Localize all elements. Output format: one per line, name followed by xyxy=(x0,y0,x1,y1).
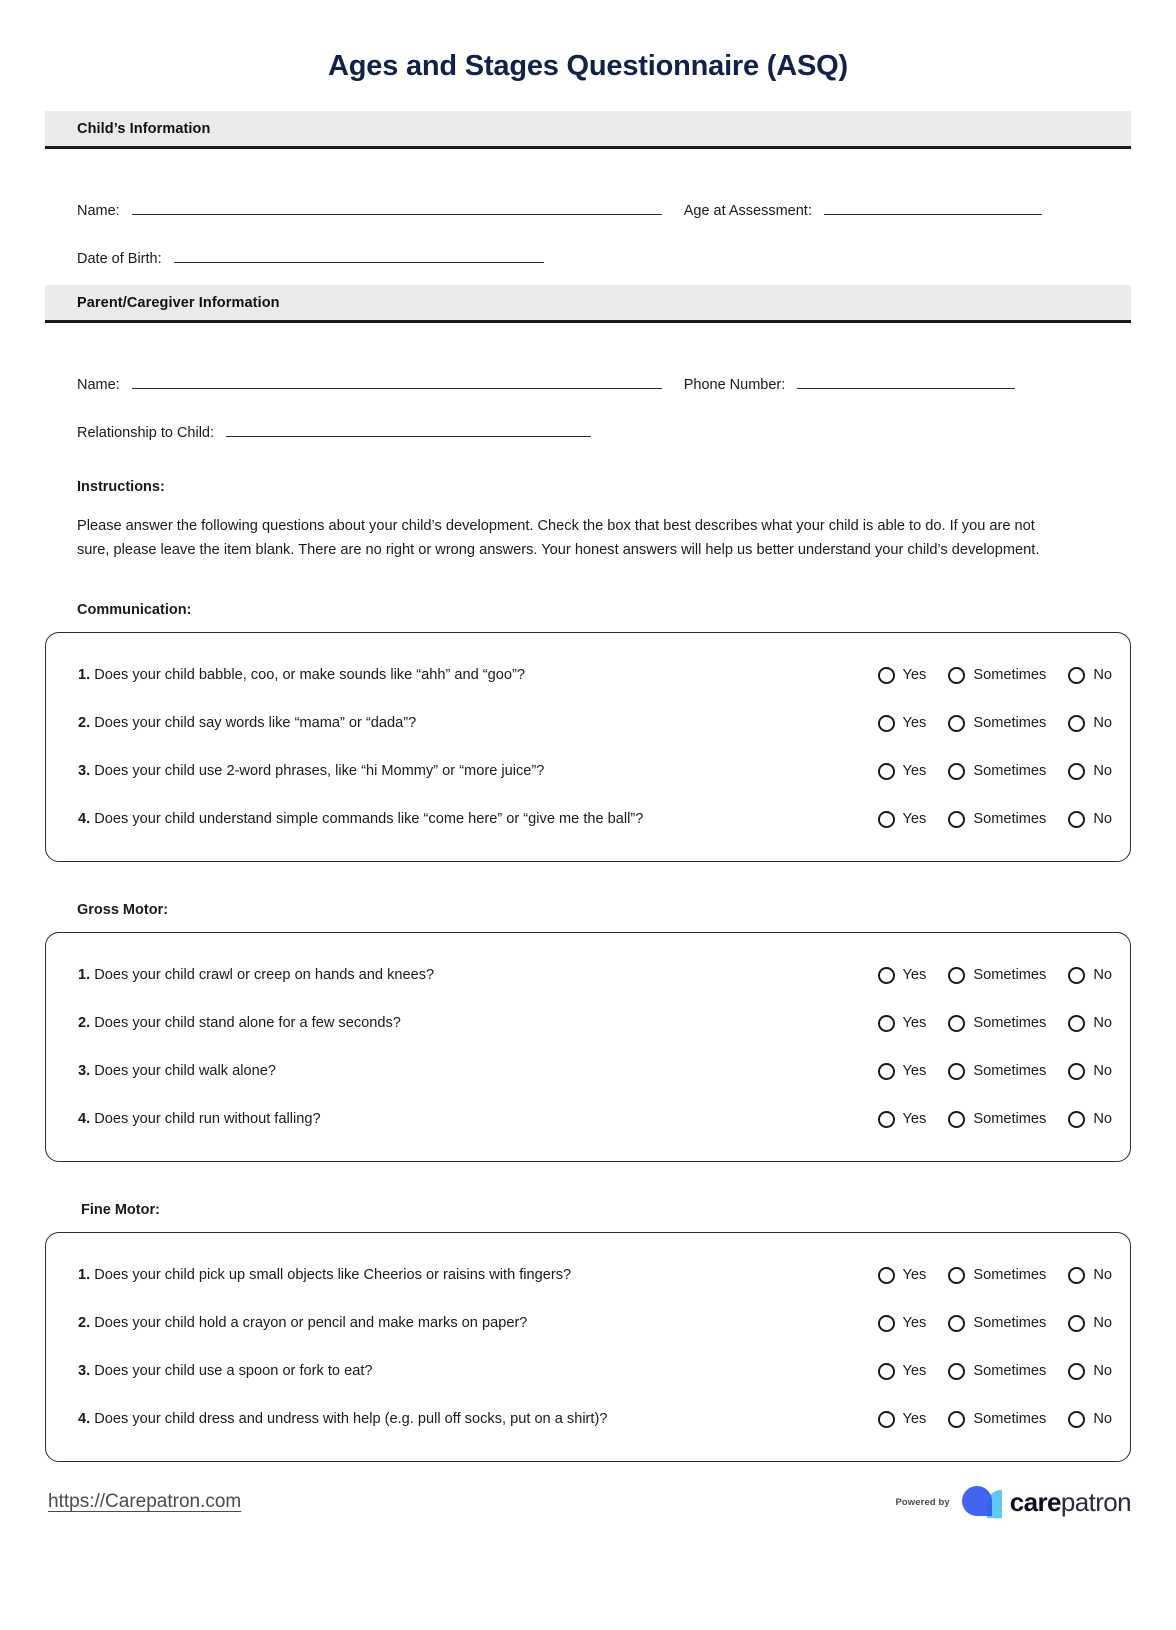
option-yes[interactable] xyxy=(878,1363,927,1380)
question-row xyxy=(78,1347,1112,1395)
option-no[interactable] xyxy=(1068,1015,1112,1032)
option-label: No xyxy=(1093,1015,1112,1032)
option-yes[interactable] xyxy=(878,1063,927,1080)
question-text xyxy=(78,967,878,983)
radio-icon[interactable] xyxy=(1068,1315,1085,1332)
option-sometimes[interactable] xyxy=(948,1015,1046,1032)
option-label: Yes xyxy=(902,667,927,684)
domain-title-fine-motor: Fine Motor: xyxy=(81,1202,160,1219)
parent-relationship-label: Relationship to Child: xyxy=(77,425,215,441)
radio-icon[interactable] xyxy=(948,667,965,684)
option-label: No xyxy=(1093,1315,1112,1332)
question-text xyxy=(78,763,878,779)
radio-icon[interactable] xyxy=(878,715,895,732)
answer-options xyxy=(878,1411,1112,1428)
field-row xyxy=(77,171,1099,219)
question-text xyxy=(78,1363,878,1379)
question-row xyxy=(78,1251,1112,1299)
option-sometimes[interactable] xyxy=(948,967,1046,984)
question-number: 4. xyxy=(78,1411,91,1428)
radio-icon[interactable] xyxy=(1068,1063,1085,1080)
parent-information-fields xyxy=(45,345,1131,441)
option-no[interactable] xyxy=(1068,811,1112,828)
option-yes[interactable] xyxy=(878,667,927,684)
option-label: Sometimes xyxy=(973,967,1047,984)
option-no[interactable] xyxy=(1068,667,1112,684)
option-no[interactable] xyxy=(1068,1411,1112,1428)
answer-options xyxy=(878,811,1112,828)
child-name-input-line[interactable] xyxy=(132,198,662,215)
child-information-fields xyxy=(45,171,1131,267)
radio-icon[interactable] xyxy=(878,1015,895,1032)
radio-icon[interactable] xyxy=(948,1267,965,1284)
option-label: Sometimes xyxy=(973,1411,1047,1428)
radio-icon[interactable] xyxy=(948,763,965,780)
option-no[interactable] xyxy=(1068,1363,1112,1380)
option-label: Sometimes xyxy=(973,1063,1047,1080)
field-row xyxy=(77,219,1099,267)
option-sometimes[interactable] xyxy=(948,1267,1046,1284)
option-sometimes[interactable] xyxy=(948,1063,1046,1080)
question-body: Does your child run without falling? xyxy=(94,1111,321,1128)
question-number: 4. xyxy=(78,811,91,828)
answer-options xyxy=(878,1015,1112,1032)
option-sometimes[interactable] xyxy=(948,1411,1046,1428)
option-label: Sometimes xyxy=(973,811,1047,828)
section-header-parent-information xyxy=(45,285,1131,323)
child-name-label: Name: xyxy=(77,203,120,219)
option-no[interactable] xyxy=(1068,1111,1112,1128)
question-row xyxy=(78,1095,1112,1143)
option-sometimes[interactable] xyxy=(948,811,1046,828)
question-body: Does your child stand alone for a few seconds? xyxy=(94,1015,401,1032)
radio-icon[interactable] xyxy=(878,1267,895,1284)
question-box-gross-motor xyxy=(45,932,1131,1162)
radio-icon[interactable] xyxy=(1068,1363,1085,1380)
question-row xyxy=(78,1047,1112,1095)
footer xyxy=(45,1482,1131,1522)
carepatron-wordmark xyxy=(1010,1487,1131,1518)
section-header-child-information xyxy=(45,111,1131,149)
option-label: No xyxy=(1093,667,1112,684)
radio-icon[interactable] xyxy=(878,763,895,780)
child-age-input-line[interactable] xyxy=(824,198,1042,215)
question-body: Does your child pick up small objects like Cheerios or raisins with fingers? xyxy=(94,1267,572,1284)
question-body: Does your child crawl or creep on hands and knees? xyxy=(94,967,435,984)
option-yes[interactable] xyxy=(878,811,927,828)
domain-gross-motor xyxy=(45,902,1131,1162)
question-text xyxy=(78,1315,878,1331)
question-row xyxy=(78,795,1112,843)
question-number: 2. xyxy=(78,1315,91,1332)
field-row xyxy=(77,345,1099,393)
radio-icon[interactable] xyxy=(948,967,965,984)
answer-options xyxy=(878,1063,1112,1080)
option-sometimes[interactable] xyxy=(948,1111,1046,1128)
option-label: Sometimes xyxy=(973,1267,1047,1284)
question-text xyxy=(78,715,878,731)
question-row xyxy=(78,1299,1112,1347)
question-body: Does your child use 2-word phrases, like “hi Mommy” or “more juice”? xyxy=(94,763,545,780)
option-label: Yes xyxy=(902,967,927,984)
option-yes[interactable] xyxy=(878,763,927,780)
child-name-field[interactable] xyxy=(77,198,662,219)
radio-icon[interactable] xyxy=(878,667,895,684)
radio-icon[interactable] xyxy=(948,811,965,828)
child-age-label: Age at Assessment: xyxy=(683,203,812,219)
radio-icon[interactable] xyxy=(1068,667,1085,684)
option-label: No xyxy=(1093,811,1112,828)
option-label: Sometimes xyxy=(973,1363,1047,1380)
carepatron-url-link[interactable]: https://Carepatron.com xyxy=(48,1491,242,1512)
instructions-body: Please answer the following questions about your child’s development. Check the box that best describes what your child is able to do. If you are not sure, please leave the item blank. There are no right or wrong answers. Your honest answers will help us better understand your child’s development. xyxy=(77,518,1040,558)
field-row xyxy=(77,393,1099,441)
question-text xyxy=(78,1267,878,1283)
option-no[interactable] xyxy=(1068,1315,1112,1332)
parent-phone-input-line[interactable] xyxy=(797,372,1015,389)
carepatron-logo-icon xyxy=(960,1482,1002,1522)
radio-icon[interactable] xyxy=(1068,811,1085,828)
option-label: Yes xyxy=(902,715,927,732)
option-sometimes[interactable] xyxy=(948,715,1046,732)
child-dob-input-line[interactable] xyxy=(174,246,544,263)
question-number: 2. xyxy=(78,715,91,732)
question-row xyxy=(78,999,1112,1047)
option-label: Sometimes xyxy=(973,763,1047,780)
radio-icon[interactable] xyxy=(1068,763,1085,780)
radio-icon[interactable] xyxy=(1068,1411,1085,1428)
question-body: Does your child dress and undress with help (e.g. pull off socks, put on a shirt)? xyxy=(94,1411,608,1428)
option-yes[interactable] xyxy=(878,1411,927,1428)
option-label: Yes xyxy=(902,1063,927,1080)
option-label: No xyxy=(1093,763,1112,780)
question-box-fine-motor xyxy=(45,1232,1131,1462)
question-number: 2. xyxy=(78,1015,91,1032)
option-no[interactable] xyxy=(1068,1267,1112,1284)
question-row xyxy=(78,747,1112,795)
radio-icon[interactable] xyxy=(948,1363,965,1380)
option-no[interactable] xyxy=(1068,1063,1112,1080)
brand-text-bold: care xyxy=(1009,1486,1061,1517)
brand-text-light: patron xyxy=(1060,1486,1131,1517)
question-body: Does your child say words like “mama” or “dada”? xyxy=(94,715,417,732)
answer-options xyxy=(878,1315,1112,1332)
radio-icon[interactable] xyxy=(878,811,895,828)
radio-icon[interactable] xyxy=(1068,967,1085,984)
domain-fine-motor xyxy=(45,1202,1131,1462)
question-body: Does your child walk alone? xyxy=(94,1063,276,1080)
option-yes[interactable] xyxy=(878,715,927,732)
option-label: No xyxy=(1093,715,1112,732)
child-dob-label: Date of Birth: xyxy=(77,251,162,267)
answer-options xyxy=(878,763,1112,780)
option-no[interactable] xyxy=(1068,715,1112,732)
radio-icon[interactable] xyxy=(948,1315,965,1332)
option-yes[interactable] xyxy=(878,1267,927,1284)
question-text xyxy=(78,811,878,827)
radio-icon[interactable] xyxy=(948,1063,965,1080)
option-label: Yes xyxy=(902,1315,927,1332)
option-no[interactable] xyxy=(1068,763,1112,780)
option-label: Sometimes xyxy=(973,715,1047,732)
child-dob-field[interactable] xyxy=(77,246,544,267)
option-label: Yes xyxy=(902,1267,927,1284)
answer-options xyxy=(878,715,1112,732)
radio-icon[interactable] xyxy=(878,1363,895,1380)
question-row xyxy=(78,1395,1112,1443)
powered-by-label: Powered by xyxy=(895,1496,950,1508)
option-sometimes[interactable] xyxy=(948,1315,1046,1332)
option-label: Sometimes xyxy=(973,1015,1047,1032)
radio-icon[interactable] xyxy=(1068,1267,1085,1284)
radio-icon[interactable] xyxy=(948,1411,965,1428)
radio-icon[interactable] xyxy=(948,1111,965,1128)
question-body: Does your child hold a crayon or pencil and make marks on paper? xyxy=(94,1315,528,1332)
option-label: No xyxy=(1093,1063,1112,1080)
option-label: Sometimes xyxy=(973,1315,1047,1332)
parent-relationship-input-line[interactable] xyxy=(226,420,591,437)
option-label: Yes xyxy=(902,1363,927,1380)
question-text xyxy=(78,1015,878,1031)
option-yes[interactable] xyxy=(878,1111,927,1128)
instructions-title: Instructions: xyxy=(77,479,165,495)
question-row xyxy=(78,699,1112,747)
radio-icon[interactable] xyxy=(1068,1015,1085,1032)
question-number: 1. xyxy=(78,667,91,684)
option-label: No xyxy=(1093,1363,1112,1380)
question-number: 3. xyxy=(78,1063,91,1080)
option-sometimes[interactable] xyxy=(948,667,1046,684)
option-label: Sometimes xyxy=(973,667,1047,684)
question-number: 3. xyxy=(78,1363,91,1380)
domain-title-gross-motor: Gross Motor: xyxy=(77,902,169,919)
answer-options xyxy=(878,1111,1112,1128)
option-label: Yes xyxy=(902,763,927,780)
radio-icon[interactable] xyxy=(948,715,965,732)
page-title: Ages and Stages Questionnaire (ASQ) xyxy=(328,50,848,82)
question-row xyxy=(78,951,1112,999)
section-header-label: Child’s Information xyxy=(77,120,211,137)
question-box-communication xyxy=(45,632,1131,862)
option-sometimes[interactable] xyxy=(948,763,1046,780)
answer-options xyxy=(878,1363,1112,1380)
brand-lockup xyxy=(895,1482,1131,1522)
radio-icon[interactable] xyxy=(1068,1111,1085,1128)
domain-communication xyxy=(45,602,1131,862)
option-no[interactable] xyxy=(1068,967,1112,984)
question-text xyxy=(78,1111,878,1127)
option-label: No xyxy=(1093,1111,1112,1128)
parent-phone-label: Phone Number: xyxy=(683,377,786,393)
question-number: 1. xyxy=(78,1267,91,1284)
domain-title-communication: Communication: xyxy=(77,602,192,619)
radio-icon[interactable] xyxy=(948,1015,965,1032)
radio-icon[interactable] xyxy=(1068,715,1085,732)
parent-phone-field[interactable] xyxy=(684,372,1016,393)
option-yes[interactable] xyxy=(878,1015,927,1032)
question-text xyxy=(78,1063,878,1079)
option-label: Yes xyxy=(902,1015,927,1032)
radio-icon[interactable] xyxy=(878,967,895,984)
instructions-block xyxy=(45,479,1131,562)
question-text xyxy=(78,1411,878,1427)
option-label: No xyxy=(1093,1267,1112,1284)
question-number: 3. xyxy=(78,763,91,780)
parent-name-label: Name: xyxy=(77,377,120,393)
question-body: Does your child use a spoon or fork to eat? xyxy=(94,1363,373,1380)
question-body: Does your child understand simple commands like “come here” or “give me the ball”? xyxy=(94,811,644,828)
option-yes[interactable] xyxy=(878,1315,927,1332)
radio-icon[interactable] xyxy=(878,1411,895,1428)
question-number: 1. xyxy=(78,967,91,984)
option-label: Yes xyxy=(902,1111,927,1128)
parent-name-input-line[interactable] xyxy=(132,372,662,389)
answer-options xyxy=(878,1267,1112,1284)
question-number: 4. xyxy=(78,1111,91,1128)
radio-icon[interactable] xyxy=(878,1063,895,1080)
radio-icon[interactable] xyxy=(878,1315,895,1332)
parent-name-field[interactable] xyxy=(77,372,662,393)
section-header-label: Parent/Caregiver Information xyxy=(77,294,280,311)
option-yes[interactable] xyxy=(878,967,927,984)
option-label: Yes xyxy=(902,811,927,828)
answer-options xyxy=(878,667,1112,684)
question-body: Does your child babble, coo, or make sounds like “ahh” and “goo”? xyxy=(94,667,525,684)
question-text xyxy=(78,667,878,683)
option-label: Sometimes xyxy=(973,1111,1047,1128)
parent-relationship-field[interactable] xyxy=(77,420,591,441)
option-sometimes[interactable] xyxy=(948,1363,1046,1380)
child-age-field[interactable] xyxy=(684,198,1042,219)
answer-options xyxy=(878,967,1112,984)
question-row xyxy=(78,651,1112,699)
option-label: No xyxy=(1093,1411,1112,1428)
option-label: Yes xyxy=(902,1411,927,1428)
option-label: No xyxy=(1093,967,1112,984)
radio-icon[interactable] xyxy=(878,1111,895,1128)
